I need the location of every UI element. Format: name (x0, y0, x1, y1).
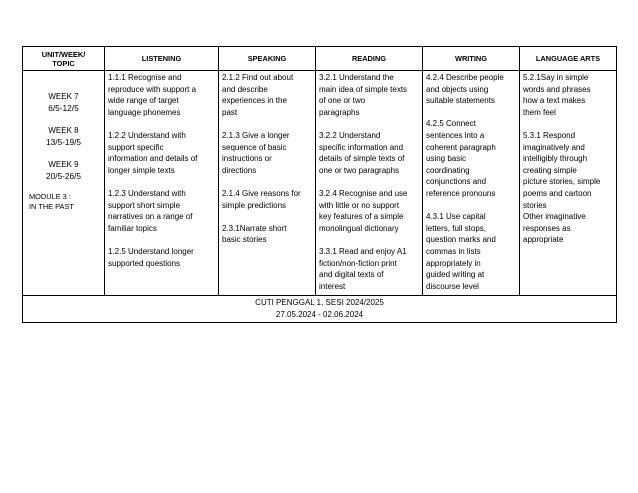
header-unit-week-topic: UNIT/WEEK/ TOPIC (23, 47, 105, 71)
header-writing: WRITING (423, 47, 520, 71)
week-dates: 13/5-19/5 (45, 137, 82, 147)
week-label: WEEK 9 (48, 160, 79, 169)
writing-cell (423, 71, 520, 296)
header-reading: READING (316, 47, 423, 71)
speaking-standard: 2.1.4 Give reasons for simple predictions (222, 188, 301, 210)
speaking-standard: 2.1.2 Find out about and describe experiences in the past (222, 73, 294, 117)
content-row (23, 71, 617, 296)
reading-standard: 3.3.1 Read and enjoy A1 fiction/non-fiction print and digital texts of interest (319, 246, 407, 291)
speaking-cell (219, 71, 316, 296)
listening-standard: 1.2.2 Understand with support specific information and details of longer simple texts (108, 130, 198, 175)
language-arts-cell (520, 71, 617, 296)
week-dates: 20/5-26/5 (45, 171, 82, 181)
holiday-title: CUTI PENGGAL 1, SESI 2024/2025 (255, 298, 384, 307)
reading-standard: 3.2.2 Understand specific information and details of simple texts of one or two paragraphs (319, 130, 405, 175)
module-topic: IN THE PAST (29, 201, 74, 211)
writing-standard: 4.3.1 Use capital letters, full stops, question marks and commas in lists appropriately in guided writing at discourse level (426, 212, 496, 291)
listening-standard: 1.2.5 Understand longer supported questions (108, 246, 194, 268)
week-dates: 6/5-12/5 (48, 103, 79, 113)
listening-standard: 1.2.3 Understand with support short simple narratives on a range of familiar topics (108, 188, 193, 233)
header-listening: LISTENING (105, 47, 219, 71)
header-language-arts: LANGUAGE ARTS (520, 47, 617, 71)
reading-cell (316, 71, 423, 296)
week-label: WEEK 7 (48, 92, 79, 101)
speaking-standard: 2.1.3 Give a longer sequence of basic instructions or directions (222, 130, 290, 175)
language-arts-note: Other imaginative responses as appropriate (523, 212, 586, 245)
weeks-cell (23, 71, 105, 296)
header-speaking: SPEAKING (219, 47, 316, 71)
reading-standard: 3.2.1 Understand the main idea of simple texts of one or two paragraphs (319, 73, 408, 117)
listening-standard: 1.1.1 Recognise and reproduce with support a wide range of target language phonemes (108, 73, 197, 117)
language-arts-standard: 5.2.1Say in simple words and phrases how a text makes them feel (523, 73, 591, 117)
listening-cell (105, 71, 219, 296)
writing-standard: 4.2.4 Describe people and objects using suitable statements (426, 73, 504, 106)
reading-standard: 3.2.4 Recognise and use with little or no support key features of a simple monolingual dictionary (319, 188, 408, 233)
speaking-standard: 2.3.1Narrate short basic stories (222, 223, 287, 245)
footer-row (23, 296, 617, 323)
module-number: MODULE 3 : (29, 192, 71, 201)
school-holiday-note (23, 296, 617, 323)
header-row (23, 47, 617, 71)
holiday-dates: 27.05.2024 - 02.06.2024 (275, 309, 364, 319)
week-label: WEEK 8 (48, 126, 79, 135)
module-title (26, 192, 101, 211)
scheme-of-work-table (22, 46, 617, 323)
language-arts-standard: 5.3.1 Respond imaginatively and intelligibly through creating simple picture stories, simple poems and cartoon stories (523, 130, 601, 210)
writing-standard: 4.2.5 Connect sentences into a coherent paragraph using basic coordinating conjunctions and reference pronouns (426, 119, 496, 198)
